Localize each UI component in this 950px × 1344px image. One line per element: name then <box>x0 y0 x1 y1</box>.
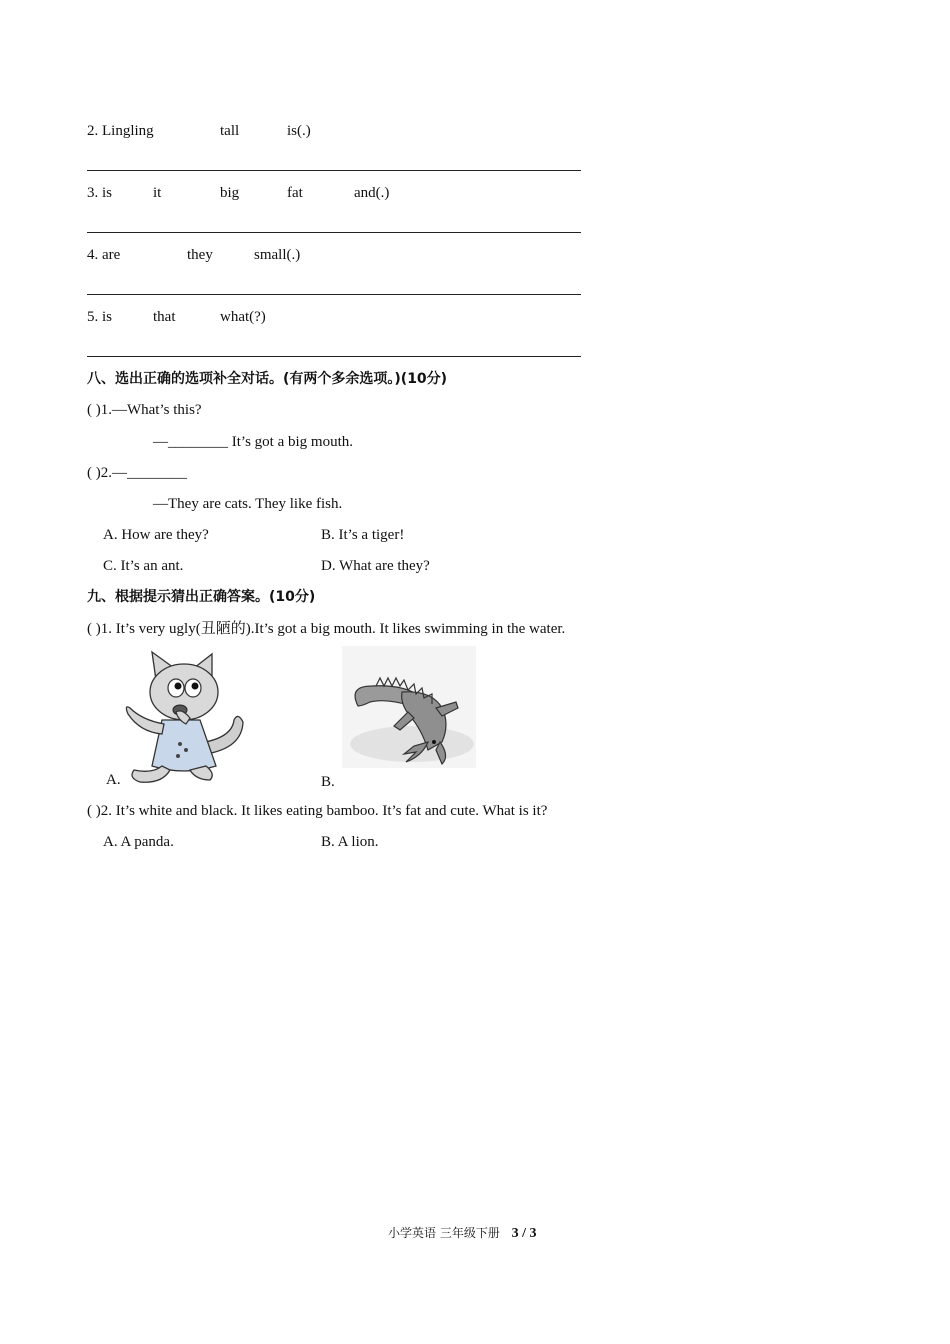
s8-q1-question: ( )1.—What’s this? <box>87 402 202 418</box>
q4-word: small(.) <box>254 247 301 263</box>
crocodile-illustration <box>342 646 476 768</box>
q3-word: and(.) <box>354 185 390 201</box>
option-d: D. What are they? <box>321 558 430 574</box>
q2-word: is(.) <box>287 123 311 139</box>
cat-illustration <box>122 648 250 786</box>
s9-q2-option-a: A. A panda. <box>103 834 174 850</box>
q2-number: 2. Lingling <box>87 123 154 139</box>
q2-word: tall <box>220 123 240 139</box>
page-footer <box>388 1223 537 1244</box>
q3-word: it <box>153 185 162 201</box>
option-c: C. It’s an ant. <box>103 558 184 574</box>
q3-word: fat <box>287 185 303 201</box>
section8-title: 八、选出正确的选项补全对话。(有两个多余选项。)(10分) <box>87 371 448 387</box>
q3-word: big <box>220 185 240 201</box>
q3-number: 3. is <box>87 185 113 201</box>
s8-q1-reply: —________ It’s got a big mouth. <box>153 434 353 450</box>
s9-q2-question: ( )2. It’s white and black. It likes eating bamboo. It’s fat and cute. What is it? <box>87 803 548 819</box>
answer-line[interactable] <box>87 232 581 233</box>
s9-q2-option-b: B. A lion. <box>321 834 379 850</box>
image-b-label: B. <box>321 774 335 790</box>
section9-title: 九、根据提示猜出正确答案。(10分) <box>87 589 316 605</box>
answer-line[interactable] <box>87 170 581 171</box>
q5-word: what(?) <box>220 309 266 325</box>
image-a-label: A. <box>106 772 121 788</box>
q5-word: that <box>153 309 176 325</box>
answer-line[interactable] <box>87 356 581 357</box>
s8-q2-question: ( )2.—________ <box>87 465 187 481</box>
q4-number: 4. are <box>87 247 121 263</box>
footer-text: 小学英语 三年级下册 <box>388 1226 500 1240</box>
q5-number: 5. is <box>87 309 113 325</box>
answer-line[interactable] <box>87 294 581 295</box>
s9-q1-question: ( )1. It’s very ugly(丑陋的).It’s got a big mouth. It likes swimming in the water. <box>87 621 566 637</box>
q4-word: they <box>187 247 213 263</box>
option-a: A. How are they? <box>103 527 209 543</box>
page-number: 3 / 3 <box>511 1226 537 1241</box>
s8-q2-reply: —They are cats. They like fish. <box>153 496 343 512</box>
option-b: B. It’s a tiger! <box>321 527 405 543</box>
